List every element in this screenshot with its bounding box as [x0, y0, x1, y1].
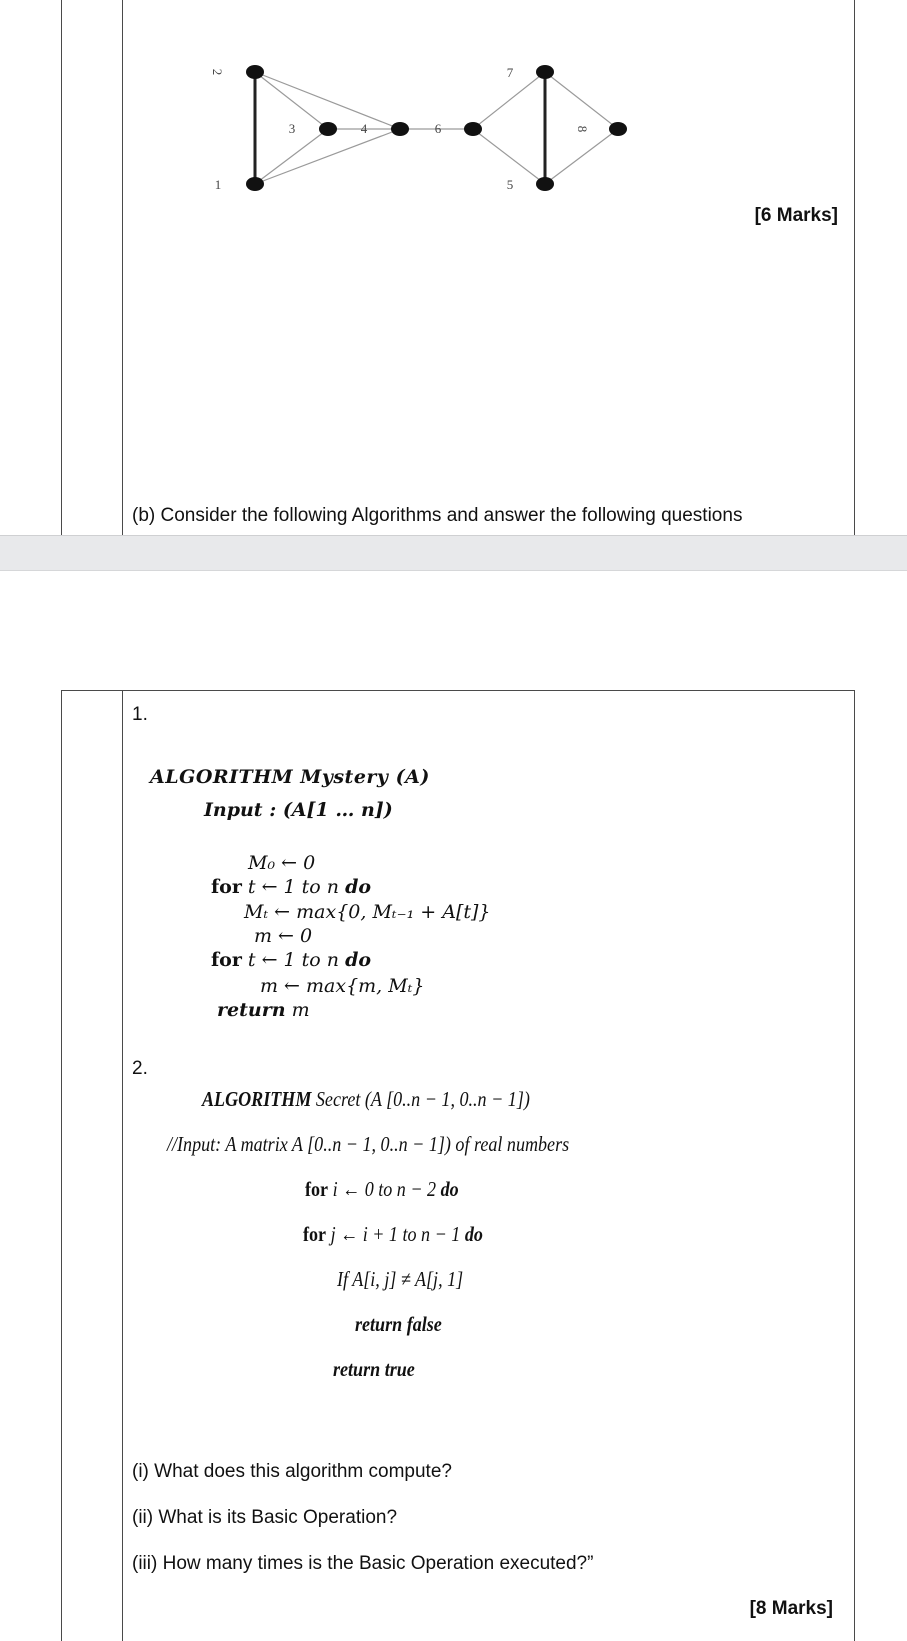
algo2-title [202, 1087, 530, 1112]
algo1-line1: M₀ ← 0 [248, 852, 316, 874]
node-2 [246, 65, 264, 79]
algo2-condition: If A[i, j] ≠ A[j, 1] [337, 1267, 464, 1291]
page2-right-border [854, 690, 855, 1641]
algo1-line2-keyword: for [211, 876, 242, 898]
algo1-line2-do: do [345, 876, 372, 898]
algo1-line2 [211, 876, 371, 898]
algo2-loop1-keyword: for [305, 1177, 329, 1201]
label-2: 2 [210, 68, 225, 76]
algo2-loop2 [303, 1222, 483, 1247]
algo2-loop2-keyword: for [303, 1222, 327, 1246]
graph-figure [180, 50, 650, 210]
label-3: 3 [288, 121, 296, 136]
node-3 [319, 122, 337, 136]
algo2-comment: //Input: A matrix A [0..n − 1, 0..n − 1]) of real numbers [167, 1132, 570, 1156]
algo2-loop1-do: do [440, 1177, 459, 1201]
edge-1-3 [255, 129, 328, 184]
edge-5-8 [545, 129, 618, 184]
algo2-title-rest: Secret (A [0..n − 1, 0..n − 1]) [315, 1087, 530, 1111]
algo1-line5-keyword: for [211, 949, 242, 971]
label-5: 5 [506, 177, 514, 192]
algo1-line7-keyword: return [217, 999, 286, 1021]
edge-6-7 [473, 72, 545, 129]
part-b-heading: (b) Consider the following Algorithms and answer the following questions [132, 505, 743, 526]
algo1-line5 [211, 949, 371, 971]
question-i: (i) What does this algorithm compute? [132, 1461, 452, 1482]
edge-7-8 [545, 72, 618, 129]
algo1-line3: Mₜ ← max{0, Mₜ₋₁ + A[t]} [244, 901, 491, 923]
node-4 [391, 122, 409, 136]
algo1-line7 [217, 999, 310, 1021]
question-iii: (iii) How many times is the Basic Operation executed?” [132, 1553, 594, 1574]
algo1-line5-range: t ← 1 to n [247, 949, 340, 971]
page1-margin-line [122, 0, 123, 535]
edge-1-4 [255, 129, 400, 184]
part-b-marks: [8 Marks] [749, 1598, 833, 1619]
page1-left-border [61, 0, 62, 535]
algo2-loop2-range: j ← i + 1 to n − 1 [330, 1222, 461, 1246]
edge-6-5 [473, 129, 545, 184]
algo1-line4: m ← 0 [254, 925, 313, 947]
part-a-marks: [6 Marks] [754, 205, 838, 226]
page2-left-border [61, 690, 62, 1641]
label-6: 6 [434, 121, 442, 136]
page2-margin-line [122, 690, 123, 1641]
node-8 [609, 122, 627, 136]
node-1 [246, 177, 264, 191]
label-8: 8 [575, 125, 590, 133]
algo2-title-keyword: ALGORITHM [202, 1087, 312, 1111]
algo2-number: 2. [132, 1058, 148, 1079]
algo2-loop1-range: i ← 0 to n − 2 [332, 1177, 437, 1201]
algo1-line2-range: t ← 1 to n [247, 876, 340, 898]
node-7 [536, 65, 554, 79]
algo2-loop2-do: do [464, 1222, 483, 1246]
node-5 [536, 177, 554, 191]
page1-right-border [854, 0, 855, 535]
algo1-input: Input : (A[1 … n]) [204, 799, 393, 821]
label-4: 4 [360, 121, 368, 136]
algo2-return-false: return false [355, 1312, 442, 1336]
algo2-return-true: return true [333, 1357, 415, 1381]
page-separator [0, 535, 907, 571]
node-6 [464, 122, 482, 136]
question-ii: (ii) What is its Basic Operation? [132, 1507, 398, 1528]
algo1-line7-var: m [291, 999, 310, 1021]
algo2-loop1 [305, 1177, 459, 1202]
label-7: 7 [506, 65, 514, 80]
algo1-line6: m ← max{m, Mₜ} [260, 975, 425, 997]
algo1-line5-do: do [345, 949, 372, 971]
label-1: 1 [214, 177, 222, 192]
edge-2-4 [255, 72, 400, 129]
algo1-number: 1. [132, 704, 148, 725]
page2-top-border [61, 690, 855, 691]
algo1-title: ALGORITHM Mystery (A) [150, 766, 430, 788]
